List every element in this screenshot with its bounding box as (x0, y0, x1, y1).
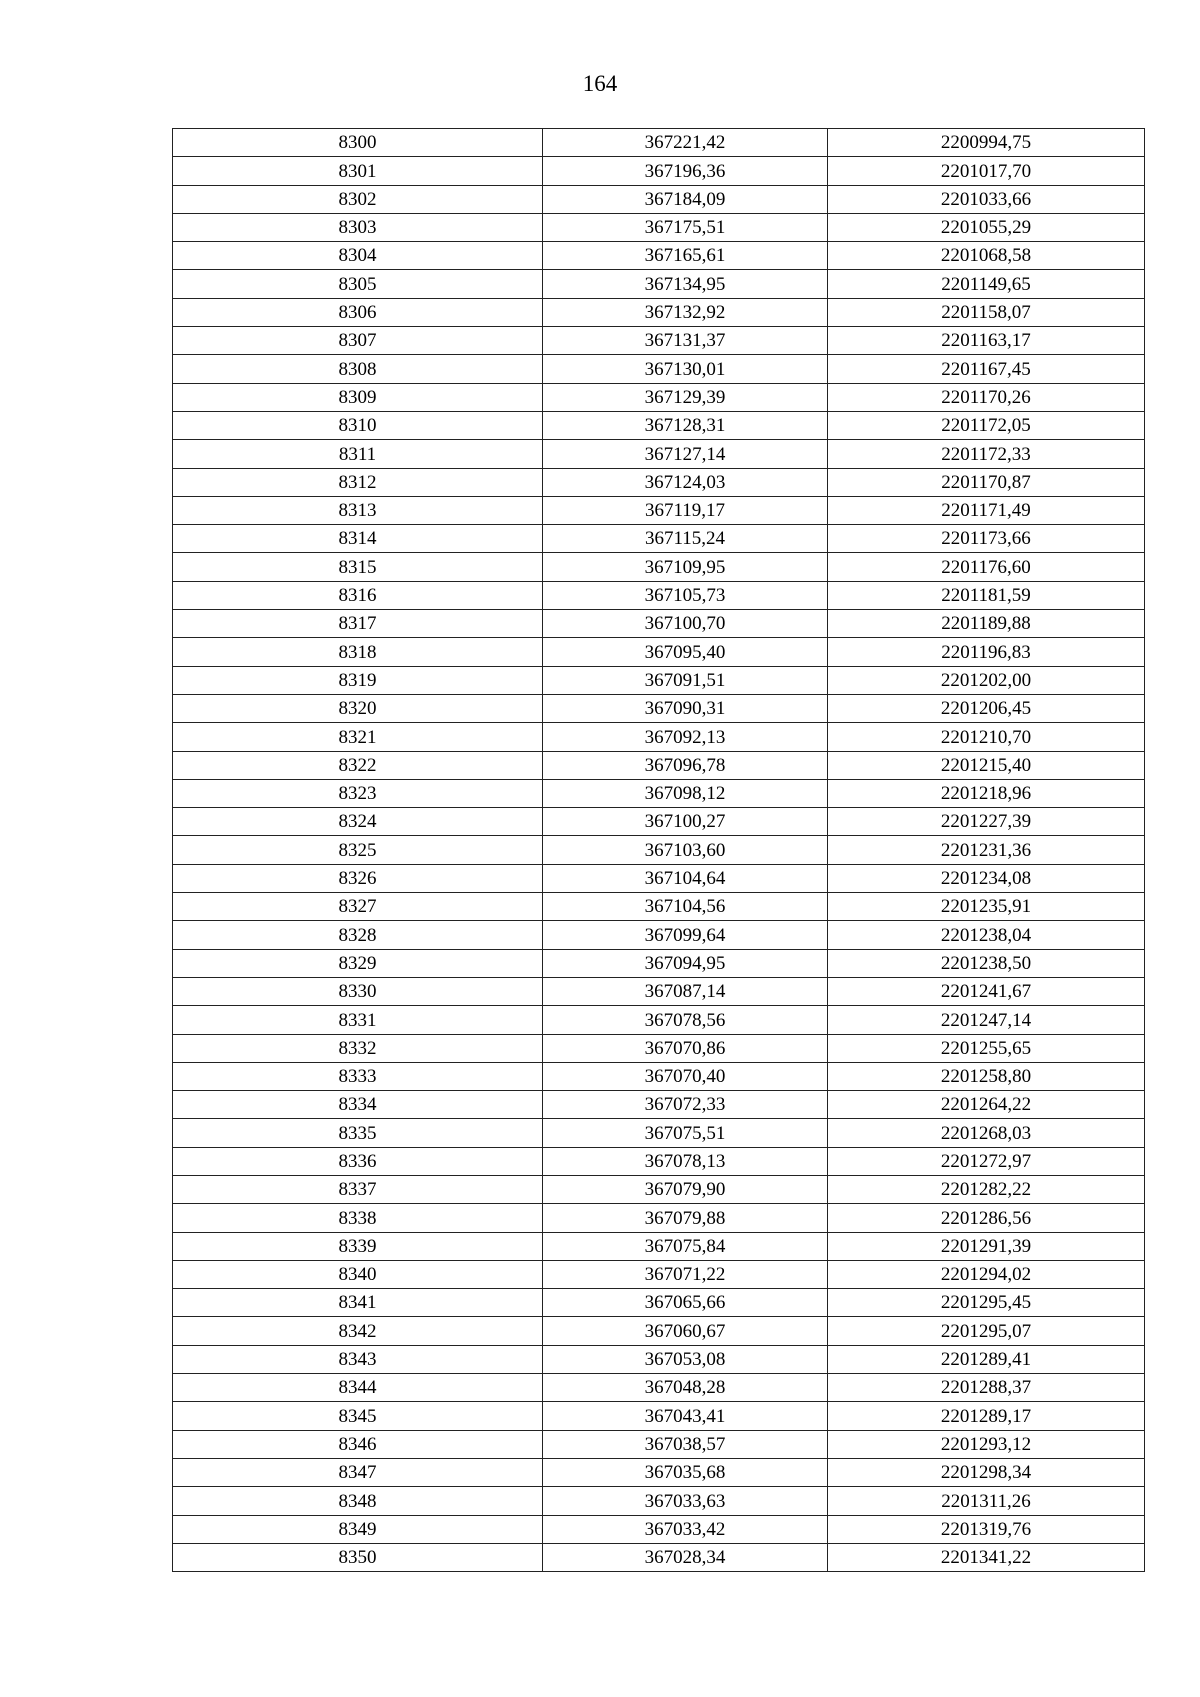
table-row (173, 1091, 1145, 1119)
point-number-cell: 8319 (173, 666, 543, 694)
y-coordinate-cell: 2200994,75 (828, 129, 1145, 157)
point-number-cell: 8305 (173, 270, 543, 298)
x-coordinate-cell: 367128,31 (543, 411, 828, 439)
table-row (173, 1006, 1145, 1034)
y-coordinate-cell: 2201341,22 (828, 1543, 1145, 1571)
y-coordinate-cell: 2201215,40 (828, 751, 1145, 779)
point-number-cell: 8309 (173, 383, 543, 411)
x-coordinate-cell: 367096,78 (543, 751, 828, 779)
point-number-cell: 8304 (173, 242, 543, 270)
y-coordinate-cell: 2201206,45 (828, 694, 1145, 722)
point-number-cell: 8327 (173, 893, 543, 921)
x-coordinate-cell: 367043,41 (543, 1402, 828, 1430)
x-coordinate-cell: 367071,22 (543, 1260, 828, 1288)
x-coordinate-cell: 367070,86 (543, 1034, 828, 1062)
table-row (173, 213, 1145, 241)
y-coordinate-cell: 2201231,36 (828, 836, 1145, 864)
x-coordinate-cell: 367078,13 (543, 1147, 828, 1175)
y-coordinate-cell: 2201289,41 (828, 1345, 1145, 1373)
x-coordinate-cell: 367038,57 (543, 1430, 828, 1458)
x-coordinate-cell: 367104,56 (543, 893, 828, 921)
table-row (173, 185, 1145, 213)
table-row (173, 1175, 1145, 1203)
y-coordinate-cell: 2201241,67 (828, 977, 1145, 1005)
table-row (173, 242, 1145, 270)
x-coordinate-cell: 367087,14 (543, 977, 828, 1005)
table-row (173, 1232, 1145, 1260)
table-row (173, 666, 1145, 694)
y-coordinate-cell: 2201294,02 (828, 1260, 1145, 1288)
x-coordinate-cell: 367104,64 (543, 864, 828, 892)
point-number-cell: 8328 (173, 921, 543, 949)
point-number-cell: 8337 (173, 1175, 543, 1203)
point-number-cell: 8342 (173, 1317, 543, 1345)
x-coordinate-cell: 367115,24 (543, 525, 828, 553)
table-row (173, 581, 1145, 609)
y-coordinate-cell: 2201172,33 (828, 440, 1145, 468)
coordinates-table (172, 128, 1145, 1572)
y-coordinate-cell: 2201238,04 (828, 921, 1145, 949)
table-row (173, 1062, 1145, 1090)
x-coordinate-cell: 367033,42 (543, 1515, 828, 1543)
y-coordinate-cell: 2201227,39 (828, 808, 1145, 836)
point-number-cell: 8332 (173, 1034, 543, 1062)
y-coordinate-cell: 2201173,66 (828, 525, 1145, 553)
point-number-cell: 8343 (173, 1345, 543, 1373)
point-number-cell: 8346 (173, 1430, 543, 1458)
table-row (173, 411, 1145, 439)
y-coordinate-cell: 2201172,05 (828, 411, 1145, 439)
point-number-cell: 8322 (173, 751, 543, 779)
table-row (173, 1289, 1145, 1317)
x-coordinate-cell: 367196,36 (543, 157, 828, 185)
y-coordinate-cell: 2201033,66 (828, 185, 1145, 213)
point-number-cell: 8306 (173, 298, 543, 326)
point-number-cell: 8330 (173, 977, 543, 1005)
point-number-cell: 8348 (173, 1487, 543, 1515)
table-row (173, 1515, 1145, 1543)
point-number-cell: 8326 (173, 864, 543, 892)
point-number-cell: 8317 (173, 610, 543, 638)
point-number-cell: 8325 (173, 836, 543, 864)
y-coordinate-cell: 2201311,26 (828, 1487, 1145, 1515)
table-row (173, 1119, 1145, 1147)
y-coordinate-cell: 2201293,12 (828, 1430, 1145, 1458)
x-coordinate-cell: 367175,51 (543, 213, 828, 241)
y-coordinate-cell: 2201163,17 (828, 327, 1145, 355)
y-coordinate-cell: 2201282,22 (828, 1175, 1145, 1203)
table-row (173, 1260, 1145, 1288)
x-coordinate-cell: 367090,31 (543, 694, 828, 722)
y-coordinate-cell: 2201170,87 (828, 468, 1145, 496)
point-number-cell: 8338 (173, 1204, 543, 1232)
point-number-cell: 8308 (173, 355, 543, 383)
x-coordinate-cell: 367094,95 (543, 949, 828, 977)
y-coordinate-cell: 2201247,14 (828, 1006, 1145, 1034)
point-number-cell: 8344 (173, 1374, 543, 1402)
table-row (173, 1487, 1145, 1515)
x-coordinate-cell: 367132,92 (543, 298, 828, 326)
y-coordinate-cell: 2201268,03 (828, 1119, 1145, 1147)
x-coordinate-cell: 367028,34 (543, 1543, 828, 1571)
point-number-cell: 8313 (173, 496, 543, 524)
point-number-cell: 8333 (173, 1062, 543, 1090)
table-row (173, 808, 1145, 836)
table-row (173, 1402, 1145, 1430)
table-row (173, 751, 1145, 779)
table-row (173, 1430, 1145, 1458)
y-coordinate-cell: 2201158,07 (828, 298, 1145, 326)
y-coordinate-cell: 2201289,17 (828, 1402, 1145, 1430)
y-coordinate-cell: 2201171,49 (828, 496, 1145, 524)
point-number-cell: 8300 (173, 129, 543, 157)
point-number-cell: 8335 (173, 1119, 543, 1147)
table-row (173, 553, 1145, 581)
point-number-cell: 8323 (173, 779, 543, 807)
x-coordinate-cell: 367184,09 (543, 185, 828, 213)
table-row (173, 327, 1145, 355)
point-number-cell: 8302 (173, 185, 543, 213)
table-row (173, 1374, 1145, 1402)
point-number-cell: 8316 (173, 581, 543, 609)
x-coordinate-cell: 367130,01 (543, 355, 828, 383)
y-coordinate-cell: 2201258,80 (828, 1062, 1145, 1090)
table-row (173, 694, 1145, 722)
x-coordinate-cell: 367119,17 (543, 496, 828, 524)
point-number-cell: 8341 (173, 1289, 543, 1317)
y-coordinate-cell: 2201286,56 (828, 1204, 1145, 1232)
y-coordinate-cell: 2201210,70 (828, 723, 1145, 751)
y-coordinate-cell: 2201055,29 (828, 213, 1145, 241)
y-coordinate-cell: 2201319,76 (828, 1515, 1145, 1543)
x-coordinate-cell: 367109,95 (543, 553, 828, 581)
table-row (173, 864, 1145, 892)
x-coordinate-cell: 367092,13 (543, 723, 828, 751)
table-row (173, 383, 1145, 411)
table-row (173, 836, 1145, 864)
table-row (173, 977, 1145, 1005)
table-row (173, 129, 1145, 157)
x-coordinate-cell: 367078,56 (543, 1006, 828, 1034)
point-number-cell: 8311 (173, 440, 543, 468)
point-number-cell: 8320 (173, 694, 543, 722)
y-coordinate-cell: 2201196,83 (828, 638, 1145, 666)
y-coordinate-cell: 2201149,65 (828, 270, 1145, 298)
point-number-cell: 8312 (173, 468, 543, 496)
x-coordinate-cell: 367072,33 (543, 1091, 828, 1119)
y-coordinate-cell: 2201068,58 (828, 242, 1145, 270)
point-number-cell: 8314 (173, 525, 543, 553)
y-coordinate-cell: 2201295,07 (828, 1317, 1145, 1345)
x-coordinate-cell: 367053,08 (543, 1345, 828, 1373)
y-coordinate-cell: 2201181,59 (828, 581, 1145, 609)
table-row (173, 1345, 1145, 1373)
point-number-cell: 8336 (173, 1147, 543, 1175)
table-row (173, 157, 1145, 185)
point-number-cell: 8318 (173, 638, 543, 666)
table-row (173, 1317, 1145, 1345)
x-coordinate-cell: 367098,12 (543, 779, 828, 807)
table-row (173, 1034, 1145, 1062)
y-coordinate-cell: 2201167,45 (828, 355, 1145, 383)
x-coordinate-cell: 367075,84 (543, 1232, 828, 1260)
x-coordinate-cell: 367100,70 (543, 610, 828, 638)
y-coordinate-cell: 2201255,65 (828, 1034, 1145, 1062)
x-coordinate-cell: 367065,66 (543, 1289, 828, 1317)
x-coordinate-cell: 367103,60 (543, 836, 828, 864)
point-number-cell: 8347 (173, 1458, 543, 1486)
x-coordinate-cell: 367095,40 (543, 638, 828, 666)
table-row (173, 1543, 1145, 1571)
point-number-cell: 8307 (173, 327, 543, 355)
x-coordinate-cell: 367070,40 (543, 1062, 828, 1090)
x-coordinate-cell: 367165,61 (543, 242, 828, 270)
table-row (173, 496, 1145, 524)
point-number-cell: 8303 (173, 213, 543, 241)
point-number-cell: 8301 (173, 157, 543, 185)
y-coordinate-cell: 2201234,08 (828, 864, 1145, 892)
x-coordinate-cell: 367134,95 (543, 270, 828, 298)
page-number: 164 (582, 71, 618, 96)
x-coordinate-cell: 367091,51 (543, 666, 828, 694)
y-coordinate-cell: 2201170,26 (828, 383, 1145, 411)
table-row (173, 440, 1145, 468)
y-coordinate-cell: 2201218,96 (828, 779, 1145, 807)
point-number-cell: 8339 (173, 1232, 543, 1260)
y-coordinate-cell: 2201202,00 (828, 666, 1145, 694)
table-row (173, 723, 1145, 751)
x-coordinate-cell: 367100,27 (543, 808, 828, 836)
table-row (173, 525, 1145, 553)
x-coordinate-cell: 367048,28 (543, 1374, 828, 1402)
point-number-cell: 8350 (173, 1543, 543, 1571)
x-coordinate-cell: 367079,88 (543, 1204, 828, 1232)
x-coordinate-cell: 367099,64 (543, 921, 828, 949)
x-coordinate-cell: 367105,73 (543, 581, 828, 609)
table-row (173, 298, 1145, 326)
table-row (173, 638, 1145, 666)
point-number-cell: 8331 (173, 1006, 543, 1034)
point-number-cell: 8334 (173, 1091, 543, 1119)
table-row (173, 610, 1145, 638)
y-coordinate-cell: 2201291,39 (828, 1232, 1145, 1260)
table-row (173, 779, 1145, 807)
y-coordinate-cell: 2201238,50 (828, 949, 1145, 977)
point-number-cell: 8310 (173, 411, 543, 439)
point-number-cell: 8329 (173, 949, 543, 977)
table-body (173, 129, 1145, 1572)
point-number-cell: 8349 (173, 1515, 543, 1543)
table-row (173, 355, 1145, 383)
point-number-cell: 8315 (173, 553, 543, 581)
x-coordinate-cell: 367035,68 (543, 1458, 828, 1486)
point-number-cell: 8321 (173, 723, 543, 751)
table-row (173, 921, 1145, 949)
x-coordinate-cell: 367079,90 (543, 1175, 828, 1203)
table-row (173, 270, 1145, 298)
y-coordinate-cell: 2201298,34 (828, 1458, 1145, 1486)
y-coordinate-cell: 2201264,22 (828, 1091, 1145, 1119)
x-coordinate-cell: 367033,63 (543, 1487, 828, 1515)
point-number-cell: 8345 (173, 1402, 543, 1430)
y-coordinate-cell: 2201176,60 (828, 553, 1145, 581)
table-row (173, 468, 1145, 496)
x-coordinate-cell: 367124,03 (543, 468, 828, 496)
y-coordinate-cell: 2201272,97 (828, 1147, 1145, 1175)
x-coordinate-cell: 367221,42 (543, 129, 828, 157)
table-row (173, 1458, 1145, 1486)
y-coordinate-cell: 2201235,91 (828, 893, 1145, 921)
x-coordinate-cell: 367060,67 (543, 1317, 828, 1345)
point-number-cell: 8340 (173, 1260, 543, 1288)
x-coordinate-cell: 367131,37 (543, 327, 828, 355)
table-row (173, 1147, 1145, 1175)
y-coordinate-cell: 2201295,45 (828, 1289, 1145, 1317)
x-coordinate-cell: 367127,14 (543, 440, 828, 468)
point-number-cell: 8324 (173, 808, 543, 836)
x-coordinate-cell: 367129,39 (543, 383, 828, 411)
y-coordinate-cell: 2201288,37 (828, 1374, 1145, 1402)
table-row (173, 949, 1145, 977)
x-coordinate-cell: 367075,51 (543, 1119, 828, 1147)
y-coordinate-cell: 2201017,70 (828, 157, 1145, 185)
y-coordinate-cell: 2201189,88 (828, 610, 1145, 638)
table-row (173, 1204, 1145, 1232)
table-row (173, 893, 1145, 921)
